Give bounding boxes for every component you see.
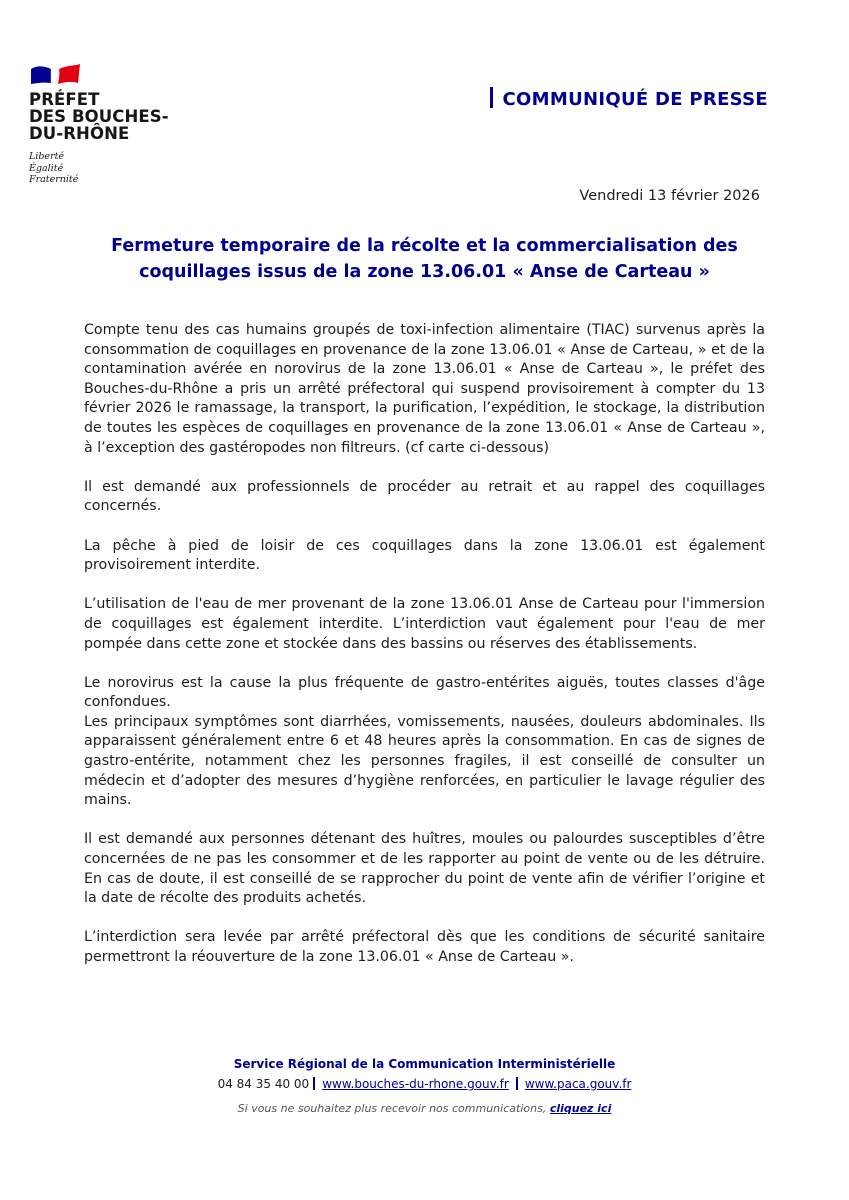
prefecture-name-line: DES BOUCHES- (29, 107, 169, 126)
motto-line: Liberté (29, 151, 65, 162)
republic-motto (29, 151, 189, 186)
footer-contacts (0, 1074, 849, 1094)
footer-link-paca[interactable]: www.paca.gouv.fr (524, 1077, 632, 1091)
header-bar-divider (490, 87, 493, 108)
motto-line: Fraternité (29, 174, 79, 185)
press-release-label: COMMUNIQUÉ DE PRESSE (502, 89, 768, 110)
unsubscribe-link[interactable]: cliquez ici (549, 1102, 612, 1115)
prefecture-name-line: DU-RHÔNE (29, 124, 130, 143)
body-paragraph: La pêche à pied de loisir de ces coquillages dans la zone 13.06.01 est également provisoirement interdite. (84, 537, 765, 574)
press-release-header (490, 87, 768, 110)
footer (0, 1056, 849, 1115)
footer-separator (516, 1077, 518, 1090)
body-paragraph: Le norovirus est la cause la plus fréquente de gastro-entérites aiguës, toutes classes d'âge confondues. (84, 674, 765, 711)
body-paragraph: L’utilisation de l'eau de mer provenant de la zone 13.06.01 Anse de Carteau pour l'immersion de coquillages est également interdite. L’interdiction vaut également pour l'eau de mer pompée dans cette zone et stockée dans des bassins ou réserves des établissements. (84, 596, 765, 652)
release-body (84, 321, 765, 987)
body-paragraph: Les principaux symptômes sont diarrhées, vomissements, nausées, douleurs abdominales. Ils apparaissent généralement entre 6 et 48 heures après la consommation. En cas de signes de gastro-entérite, notamment chez les personnes fragiles, il est conseillé de consulter un médecin et d’adopter des mesures d’hygiène renforcées, en particulier le lavage régulier des mains. (84, 713, 765, 809)
body-paragraph: Il est demandé aux professionnels de procéder au retrait et au rappel des coquillages concernés. (84, 478, 765, 515)
footer-phone: 04 84 35 40 00 (217, 1077, 310, 1091)
body-paragraph: L’interdiction sera levée par arrêté préfectoral dès que les conditions de sécurité sanitaire permettront la réouverture de la zone 13.06.01 « Anse de Carteau ». (84, 929, 765, 965)
footer-separator (313, 1077, 315, 1090)
body-paragraph: Compte tenu des cas humains groupés de toxi-infection alimentaire (TIAC) survenus après la consommation de coquillages en provenance de la zone 13.06.01 « Anse de Carteau, » et de la contamination avérée en norovirus de la zone 13.06.01 « Anse de Carteau », le préfet des Bouches-du-Rhône a pris un arrêté préfectoral qui suspend provisoirement à compter du 13 février 2026 le ramassage, la transport, la purification, l’expédition, le stockage, la distribution de toutes les espèces de coquillages en provenance de la zone 13.06.01 « Anse de Carteau », à l’exception des gastéropodes non filtreurs. (cf carte ci-dessous) (84, 322, 765, 456)
unsubscribe-text: Si vous ne souhaitez plus recevoir nos communications, (237, 1102, 550, 1115)
body-paragraph: Il est demandé aux personnes détenant des huîtres, moules ou palourdes susceptibles d’être concernées de ne pas les consommer et de les rapporter au point de vente ou de les détruire. En cas de doute, il est conseillé de se rapprocher du point de vente afin de vérifier l’origine et la date de récolte des produits achetés. (84, 831, 765, 907)
release-date: Vendredi 13 février 2026 (579, 188, 760, 204)
footer-link-bouches-du-rhone[interactable]: www.bouches-du-rhone.gouv.fr (322, 1077, 509, 1091)
footer-service-name: Service Régional de la Communication Interministérielle (233, 1057, 616, 1071)
prefecture-name-line: PRÉFET (29, 90, 100, 109)
prefecture-logo (29, 63, 189, 186)
motto-line: Égalité (29, 162, 64, 174)
release-title: Fermeture temporaire de la récolte et la commercialisation des coquillages issus de la zone 13.06.01 « Anse de Carteau » (111, 236, 738, 282)
prefecture-name (29, 91, 189, 142)
unsubscribe-line (0, 1102, 849, 1115)
marianne-flag-icon (29, 63, 81, 85)
